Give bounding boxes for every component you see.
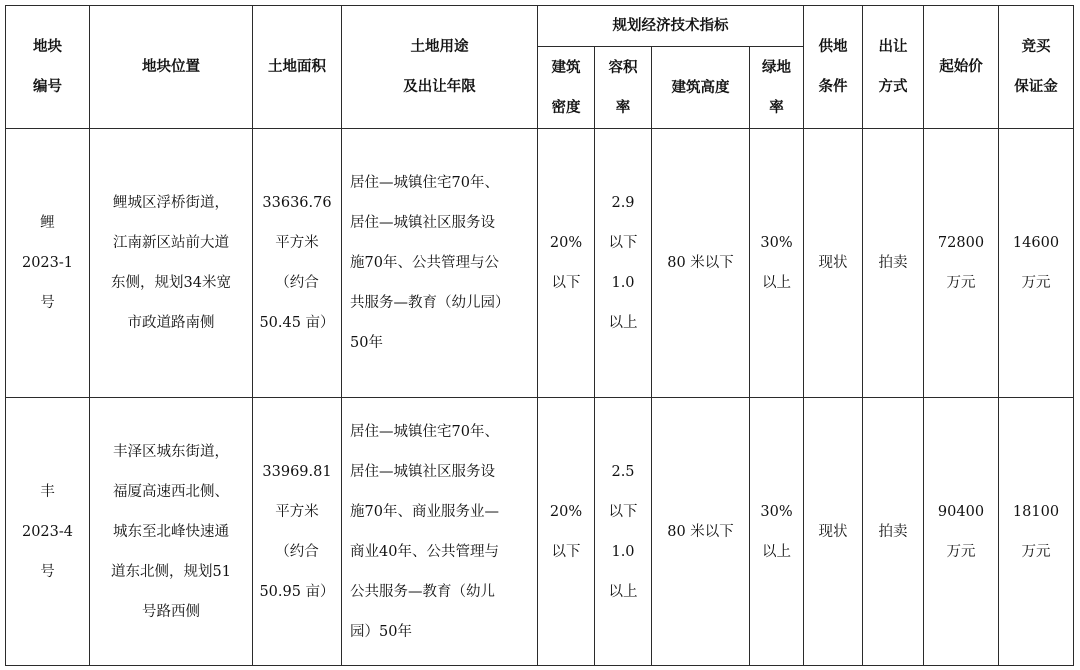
- plot-method: 拍卖: [863, 398, 924, 666]
- plot-area: 33969.81 平方米 （约合 50.95 亩）: [253, 398, 342, 666]
- header-plot-no: 地块 编号: [6, 6, 90, 129]
- plot-deposit: 18100 万元: [999, 398, 1074, 666]
- plot-height: 80 米以下: [652, 398, 750, 666]
- plot-density: 20% 以下: [538, 398, 595, 666]
- plot-area: 33636.76 平方米 （约合 50.45 亩）: [253, 129, 342, 398]
- header-method: 出让 方式: [863, 6, 924, 129]
- header-far: 容积 率: [595, 47, 652, 129]
- header-indicators: 规划经济技术指标: [538, 6, 804, 47]
- plot-far: 2.9 以下 1.0 以上: [595, 129, 652, 398]
- header-deposit: 竞买 保证金: [999, 6, 1074, 129]
- plot-deposit: 14600 万元: [999, 129, 1074, 398]
- plot-density: 20% 以下: [538, 129, 595, 398]
- plot-green: 30% 以上: [750, 398, 804, 666]
- plot-start-price: 90400 万元: [924, 398, 999, 666]
- table-row: [6, 129, 1074, 398]
- header-height: 建筑高度: [652, 47, 750, 129]
- table-row: [6, 398, 1074, 666]
- plot-far: 2.5 以下 1.0 以上: [595, 398, 652, 666]
- plot-location: 鲤城区浮桥街道， 江南新区站前大道 东侧，规划34米宽 市政道路南侧: [90, 129, 253, 398]
- header-use: 土地用途 及出让年限: [342, 6, 538, 129]
- plot-height: 80 米以下: [652, 129, 750, 398]
- plot-no: 丰 2023-4 号: [6, 398, 90, 666]
- header-density: 建筑 密度: [538, 47, 595, 129]
- header-supply: 供地 条件: [804, 6, 863, 129]
- plot-method: 拍卖: [863, 129, 924, 398]
- land-parcel-table: [5, 5, 1074, 666]
- plot-supply: 现状: [804, 398, 863, 666]
- plot-use: 居住—城镇住宅70年、 居住—城镇社区服务设 施70年、公共管理与公 共服务—教育（幼儿园） 50年: [342, 129, 538, 398]
- plot-supply: 现状: [804, 129, 863, 398]
- header-green: 绿地 率: [750, 47, 804, 129]
- header-location: 地块位置: [90, 6, 253, 129]
- plot-green: 30% 以上: [750, 129, 804, 398]
- plot-use: 居住—城镇住宅70年、 居住—城镇社区服务设 施70年、商业服务业— 商业40年、公共管理与 公共服务—教育（幼儿 园）50年: [342, 398, 538, 666]
- plot-location: 丰泽区城东街道， 福厦高速西北侧、 城东至北峰快速通 道东北侧，规划51 号路西侧: [90, 398, 253, 666]
- header-area: 土地面积: [253, 6, 342, 129]
- plot-start-price: 72800 万元: [924, 129, 999, 398]
- header-start-price: 起始价: [924, 6, 999, 129]
- plot-no: 鲤 2023-1 号: [6, 129, 90, 398]
